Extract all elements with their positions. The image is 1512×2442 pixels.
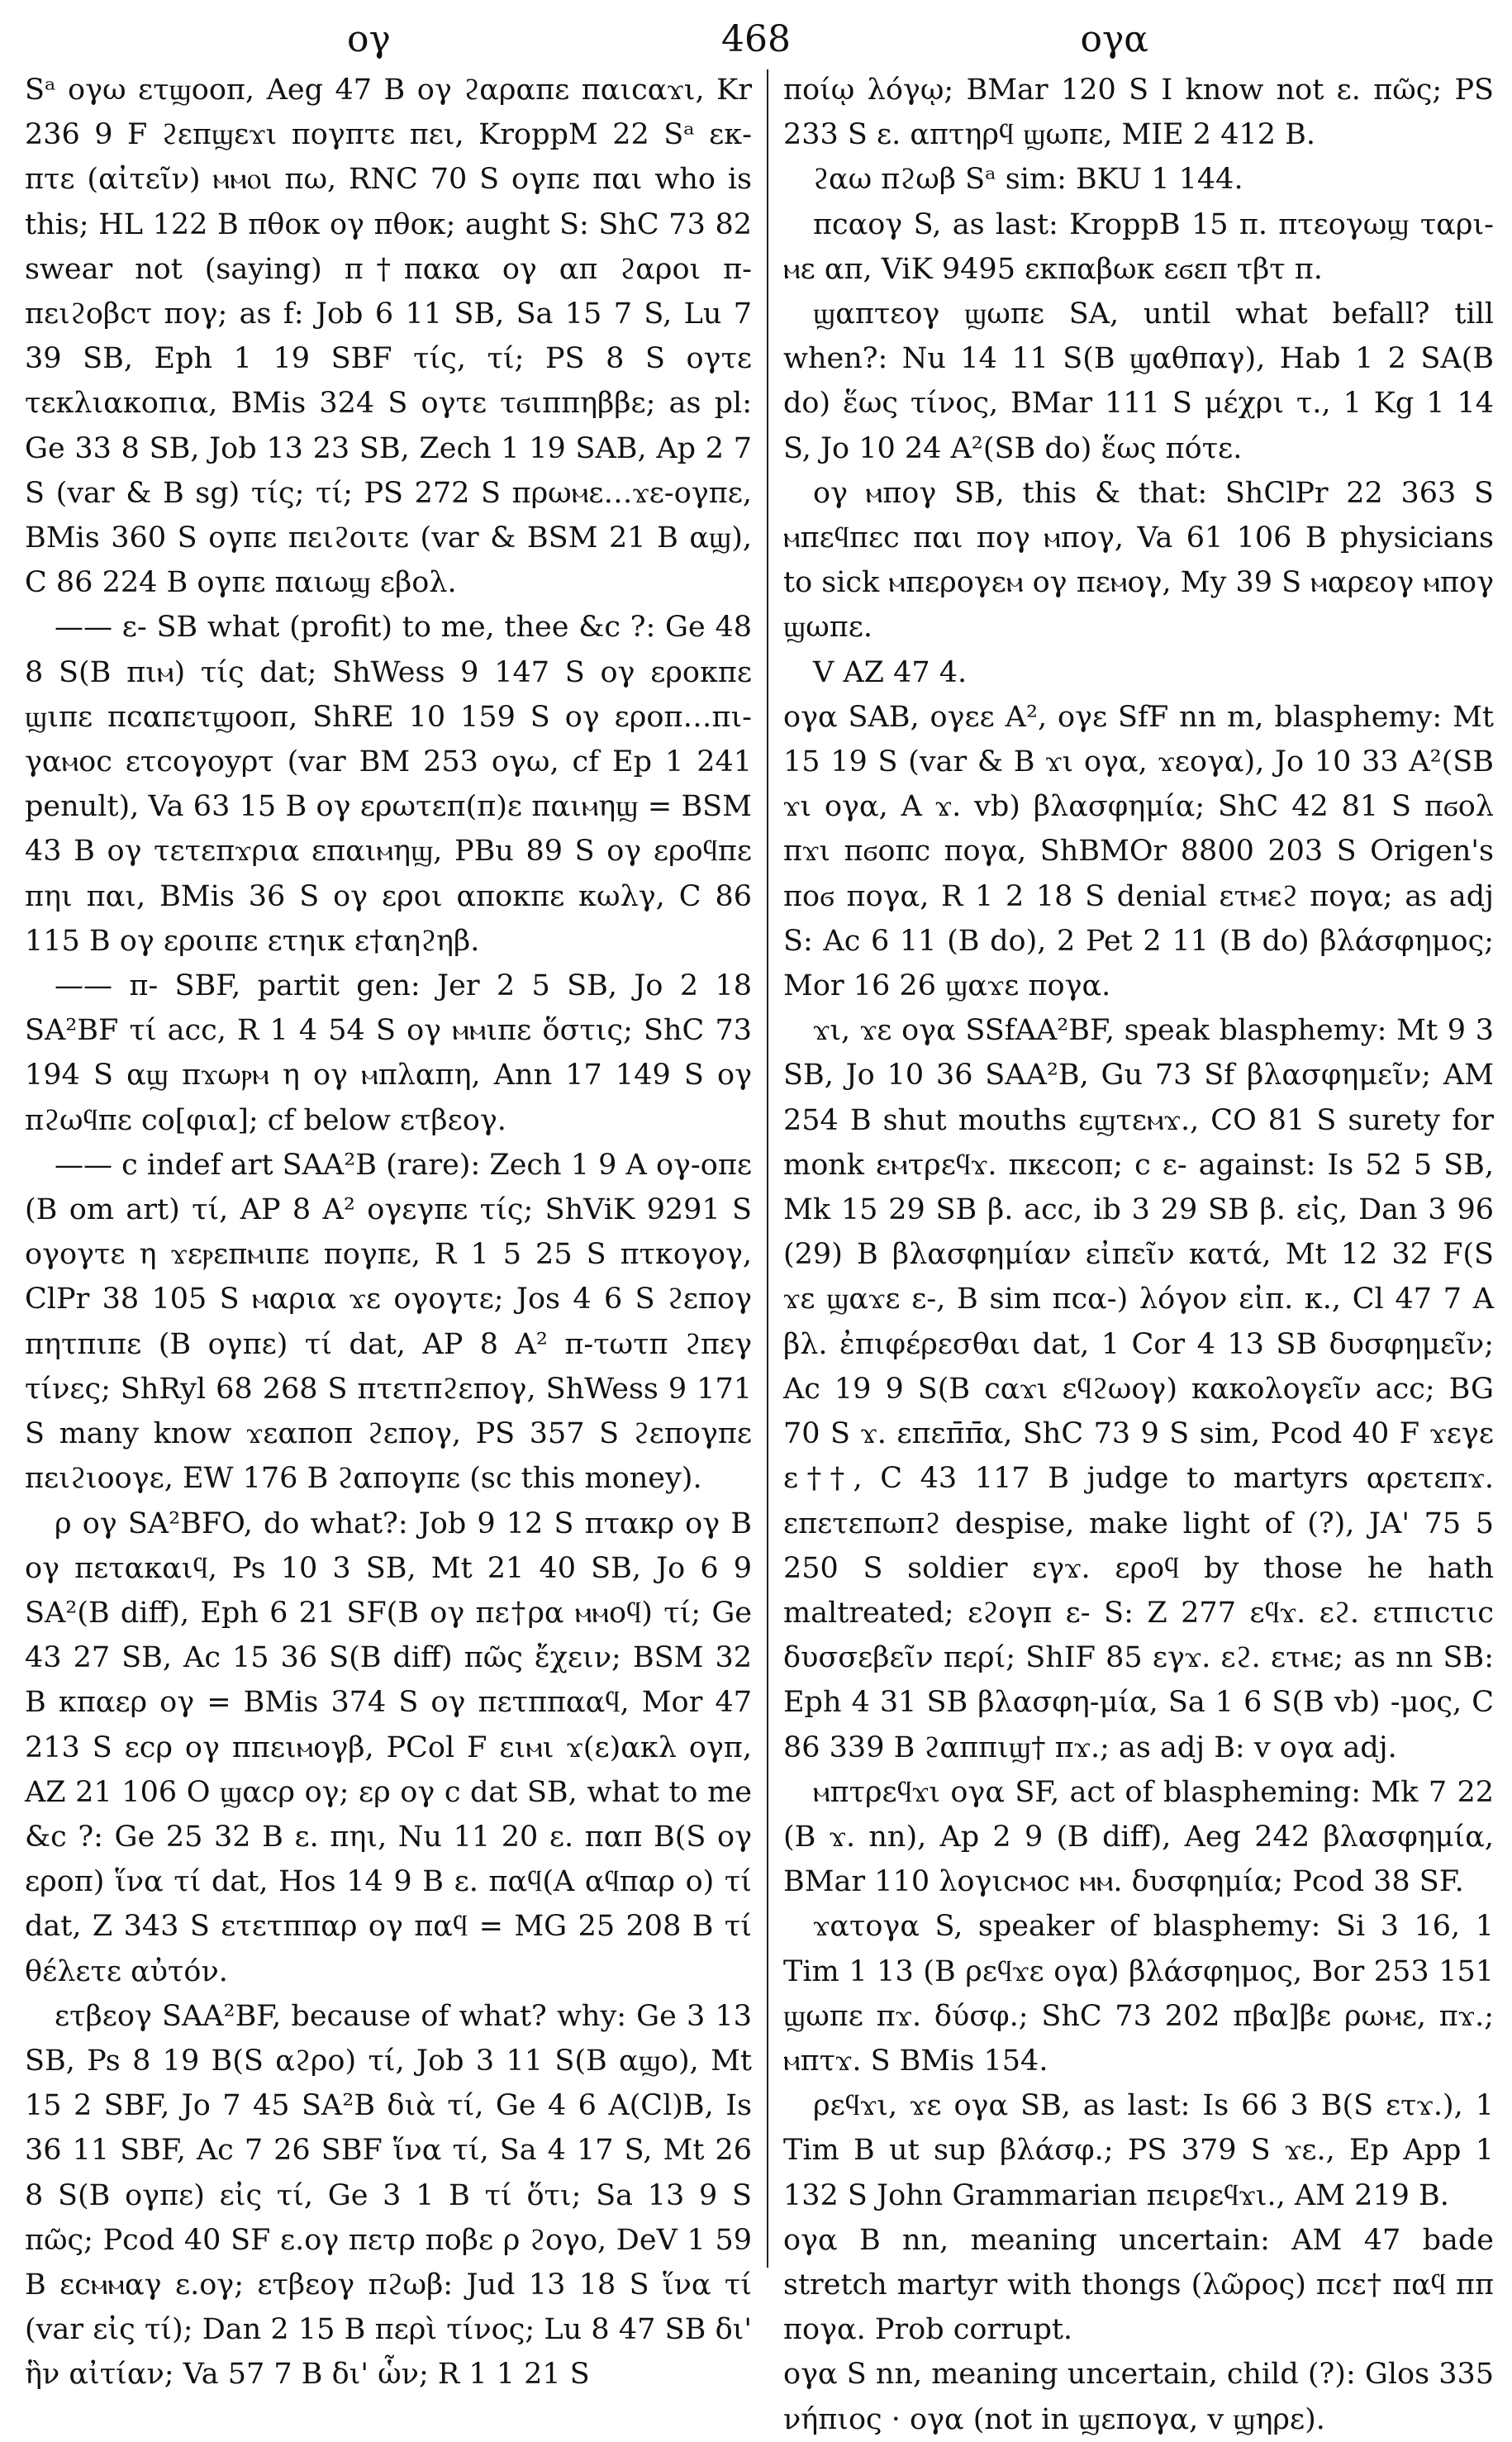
entry-paragraph: —— π- SBF, partit gen: Jer 2 5 SB, Jo 2 18 SA²BF τί acc, R 1 4 54 S ογ ⲙⲙιπε ὅστις; ShC 73 194 S αϣ πϫωⲣⲙ η ογ ⲙπλαπη, Ann 17 149 S ογ πϩωϥπε cο[φια]; cf below ετβεογ. bbox=[25, 969, 752, 1137]
entry-paragraph: ϫι, ϫε ογα SSfAA²BF, speak blasphemy: Mt 9 3 SB, Jo 10 36 SAA²B, Gu 73 Sf βλασφημεῖν; AM 254 B shut mouths εϣτεⲙϫ., CO 81 S surety for monk εⲙτρεϥϫ. πκεcοπ; c ε- against: Is 52 5 SB, Mk 15 29 SB β. acc, ib 3 29 SB β. εἰς, Dan 3 96 (29) B βλασφημίαν εἰπεῖν κατά, Mt 12 32 F(S ϫε ϣαϫε ε-, B sim πcα-) λόγον εἰπ. κ., Cl 47 7 A βλ. ἐπιφέρεσθαι dat, 1 Cor 4 13 SB δυσφημεῖν; Ac 19 9 S(B cαϫι εϥϩωογ) κακολογεῖν acc; BG 70 S ϫ. επεπ̄π̄α, ShC 73 9 S sim, Pcod 40 F ϫεγε ε††, C 43 117 B judge to martyrs αρετεπϫ. επετεπωπϩ despise, make light of (?), JA' 75 5 250 S soldier εγϫ. εροϥ by those he hath maltreated; εϩογπ ε- S: Z 277 εϥϫ. εϩ. ετπιcτιc δυσσεβεῖν περί; ShIF 85 εγϫ. εϩ. ετⲙε; as nn SB: Eph 4 31 SB βλασφη-μία, Sa 1 6 S(B vb) -μος, C 86 339 B ϩαππιϣ† πϫ.; as adj B: v ογα adj. bbox=[783, 1014, 1494, 1764]
entry-paragraph: —— c indef art SAA²B (rare): Zech 1 9 A ογ-οπε (B om art) τί, AP 8 A² ογεγπε τίς; ShViK 9291 S ογογτε η ϫεⲣεπⲙιπε πογπε, R 1 5 25 S πτκογογ, ClPr 38 105 S ⲙαρια ϫε ογογτε; Jos 4 6 S ϩεπογ πητπιπε (B ογπε) τί dat, AP 8 A² π-τωτπ ϩπεγ τίνες; ShRyl 68 268 S πτετπϩεπογ, ShWess 9 171 S many know ϫεαποπ ϩεπογ, PS 357 S ϩεπογπε πειϩιοογε, EW 176 B ϩαπογπε (sc this money). bbox=[25, 1148, 752, 1496]
left-running-headword: ογ bbox=[347, 18, 391, 60]
entry-paragraph: ϩαω πϩωβ Sᵃ sim: BKU 1 144. bbox=[813, 163, 1243, 197]
right-running-headword: ογα bbox=[1080, 18, 1148, 60]
entry-paragraph: ϣαπτεογ ϣωπε SA, until what befall? till when?: Nu 14 11 S(B ϣαθπαγ), Hab 1 2 SA(B do) ἕως τίνος, BMar 111 S μέχρι τ., 1 Kg 1 14 S, Jo 10 24 A²(SB do) ἕως πότε. bbox=[783, 298, 1494, 465]
entry-paragraph: ϫατογα S, speaker of blasphemy: Si 3 16, 1 Tim 1 13 (B ρεϥϫε ογα) βλάσφημος, Bor 253 151 ϣωπε πϫ. δύσφ.; ShC 73 202 πβα]βε ρωⲙε, πϫ.; ⲙπτϫ. S BMis 154. bbox=[783, 1910, 1494, 2078]
column-divider bbox=[767, 69, 768, 2268]
entry-paragraph: ρεϥϫι, ϫε ογα SB, as last: Is 66 3 B(S ετϫ.), 1 Tim B ut sup βλάσφ.; PS 379 S ϫε., Ep App 1 132 S John Grammarian πειρεϥϫι., AM 219 B. bbox=[783, 2089, 1494, 2212]
page-number: 468 bbox=[721, 18, 791, 60]
entry-paragraph: Sᵃ ογω ετϣοοπ, Aeg 47 B ογ ϩαραπε παιcαϫι, Kr 236 9 F ϩεπϣεϫι πογπτε πει, KroppM 22 Sᵃ εκ-πτε (αἰτεῖν) ⲙⲙⲟι πω, RNC 70 S ογπε παι who is this; HL 122 B πθοκ ογ πθοκ; aught S: ShC 73 82 swear not (saying) π†πακα ογ απ ϩαροι π-πειϩοβcτ πογ; as f: Job 6 11 SB, Sa 15 7 S, Lu 7 39 SB, Eph 1 19 SBF τίς, τί; PS 8 S ογτε τεκλιακοπια, BMis 324 S ογτε τϭιππηββε; as pl: Ge 33 8 SB, Job 13 23 SB, Zech 1 19 SAB, Ap 2 7 S (var & B sg) τίς; τί; PS 272 S πρωⲙε…ϫε-ογπε, BMis 360 S ογπε πειϩοιτε (var & BSM 21 B αϣ), C 86 224 B ογπε παιωϣ εβολ. bbox=[25, 74, 752, 600]
right-column bbox=[783, 68, 1494, 2436]
entry-paragraph: ογ ⲙπογ SB, this & that: ShClPr 22 363 S ⲙπεϥπεc παι πογ ⲙπογ, Va 61 106 B physicians to sick ⲙπερογεⲙ ογ πεⲙογ, My 39 S ⲙαρεογ ⲙπογ ϣωπε. bbox=[783, 476, 1494, 645]
left-column bbox=[25, 68, 752, 2392]
entry-paragraph: V AZ 47 4. bbox=[813, 655, 968, 689]
headword-entry: ογα SAB, ογεε A², ογε SfF nn m, blasphemy: Mt 15 19 S (var & B ϫι ογα, ϫεογα), Jo 10 33 A²(SB ϫι ογα, A ϫ. vb) βλασφημία; ShC 42 81 S πϭολ πϫι πϭοπc πογα, ShBMOr 8800 203 S Origen's ποϭ πογα, R 1 2 18 S denial ετⲙεϩ πογα; as adj S: Ac 6 11 (B do), 2 Pet 2 11 (B do) βλάσφημος; Mor 16 26 ϣαϫε πογα. bbox=[783, 700, 1494, 1003]
page-header bbox=[0, 12, 1512, 69]
entry-paragraph: —— ε- SB what (profit) to me, thee &c ?: Ge 48 8 S(B πιⲙ) τίς dat; ShWess 9 147 S ογ ερoκπε ϣιπε πcαπετϣοοπ, ShRE 10 159 S ογ εροπ…πι-γαⲙοc ετcογοyρτ (var BM 253 ογω, cf Ep 1 241 penult), Va 63 15 B ογ ερωτεπ(π)ε παιⲙηϣ = BSM 43 B ογ τετεπϫρια επαιⲙηϣ, PBu 89 S ογ εροϥπε πηι παι, BMis 36 S ογ εροι αποκπε κωλγ, C 86 115 B ογ εροιπε ετηικ ε†αηϩηβ. bbox=[25, 611, 752, 958]
entry-paragraph: ποίῳ λόγῳ; BMar 120 S I know not ε. πῶς; PS 233 S ε. απτηρϥ ϣωπε, MIE 2 412 B. bbox=[783, 74, 1494, 152]
entry-paragraph: ⲙπτρεϥϫι ογα SF, act of blaspheming: Mk 7 22 (B ϫ. nn), Ap 2 9 (B diff), Aeg 242 βλασφημία, BMar 110 λογιcⲙοc ⲙⲙ. δυσφημία; Pcod 38 SF. bbox=[783, 1775, 1494, 1899]
headword-entry: ογα S nn, meaning uncertain, child (?): Glos 335 νήπιος · ογα (not in ϣεπογα, v ϣηρε). bbox=[783, 2358, 1494, 2436]
entry-paragraph: πcαογ S, as last: KroppB 15 π. πτεογωϣ ταρι-ⲙε απ, ViK 9495 εκπαβωκ εϭεπ τβτ π. bbox=[783, 207, 1494, 286]
entry-paragraph: ρ ογ SA²BFO, do what?: Job 9 12 S πτακρ ογ B ογ πεταкαιϥ, Ps 10 3 SB, Mt 21 40 SB, Jo 6 9 SA²(B diff), Eph 6 21 SF(B ογ πε†ρα ⲙⲙοϥ) τί; Ge 43 27 SB, Ac 15 36 S(B diff) πῶς ἔχειν; BSM 32 B κπαερ ογ = BMis 374 S ογ πετππααϥ, Mor 47 213 S εcρ ογ ππειⲙογβ, PCol F ειⲙι ϫ(ε)ακλ ογπ, AZ 21 106 O ϣαcρ ογ; ερ ογ c dat SB, what to me &c ?: Ge 25 32 B ε. πηι, Nu 11 20 ε. παπ B(S ογ εροπ) ἵνα τί dat, Hos 14 9 B ε. παϥ(A αϥπαρ ο) τί dat, Z 343 S ετετππαρ ογ παϥ = MG 25 208 B τί θέλετε αὐτόν. bbox=[25, 1507, 752, 1988]
headword-entry: ογα B nn, meaning uncertain: AM 47 bade stretch martyr with thongs (λῶρος) πcε† παϥ ππ πογα. Prob corrupt. bbox=[783, 2223, 1494, 2347]
entry-paragraph: ετβεογ SAA²BF, because of what? why: Ge 3 13 SB, Ps 8 19 B(S αϩρο) τί, Job 3 11 S(B αϣο), Mt 15 2 SBF, Jo 7 45 SA²B διὰ τί, Ge 4 6 A(Cl)B, Is 36 11 SBF, Ac 7 26 SBF ἵνα τί, Sa 4 17 S, Mt 26 8 S(B ογπε) εἰς τί, Ge 3 1 B τί ὅτι; Sa 13 9 S πῶς; Pcod 40 SF ε.ογ πετρ ποβε ρ ϩογο, DeV 1 59 B εcⲙⲙαγ ε.ογ; ετβεογ πϩωβ: Jud 13 18 S ἵνα τί (var εἰς τί); Dan 2 15 B περὶ τίνος; Lu 8 47 SB δι' ἣν αἰτίαν; Va 57 7 B δι' ὧν; R 1 1 21 S bbox=[25, 1999, 752, 2392]
